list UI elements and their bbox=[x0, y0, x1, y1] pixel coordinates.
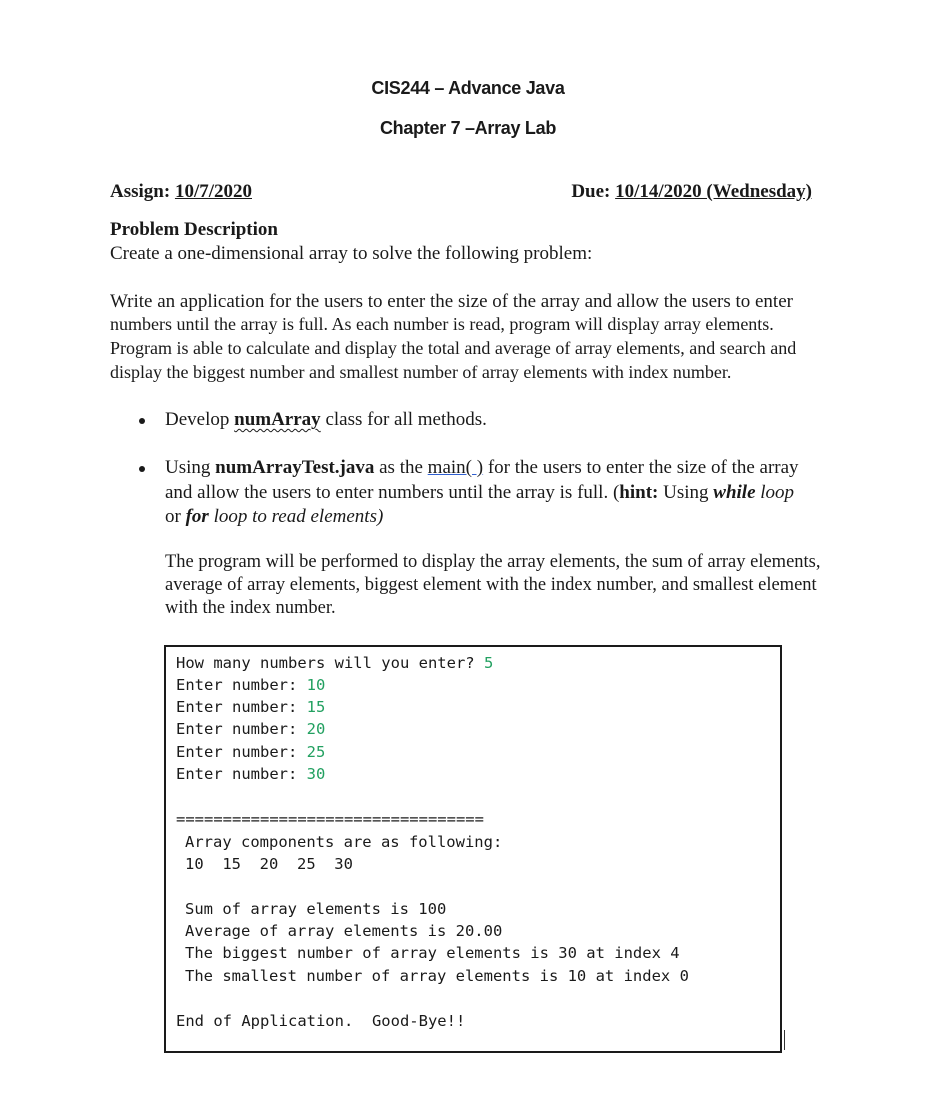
console-line-size-prompt bbox=[176, 654, 493, 672]
console-output-box bbox=[164, 645, 782, 1053]
problem-paragraph-line: numbers until the array is full. As each number is read, program will display array elements. bbox=[110, 314, 774, 334]
bullet-item-numarray bbox=[165, 408, 487, 431]
problem-paragraph-line: Program is able to calculate and display the total and average of array elements, and search and bbox=[110, 338, 797, 358]
console-input-value: 30 bbox=[306, 765, 326, 783]
bullet-text: loop bbox=[755, 482, 795, 503]
bullet-dot bbox=[139, 466, 145, 472]
console-smallest: The smallest number of array elements is 10 at index 0 bbox=[185, 967, 689, 985]
bullet-continuation bbox=[165, 505, 383, 528]
problem-heading: Problem Description bbox=[110, 219, 278, 240]
console-components-label: Array components are as following: bbox=[185, 833, 503, 851]
bullet-text: Using bbox=[165, 457, 216, 478]
console-text: Enter number: bbox=[176, 743, 307, 761]
performed-line: with the index number. bbox=[165, 598, 336, 618]
console-text: Enter number: bbox=[176, 698, 307, 716]
bullet-text: for the users to enter the size of the array bbox=[483, 457, 799, 478]
problem-paragraph-line: display the biggest number and smallest number of array elements with index number. bbox=[110, 362, 732, 382]
assign-date: 10/7/2020 bbox=[174, 181, 252, 202]
performed-line: The program will be performed to display the array elements, the sum of array elements, bbox=[165, 552, 821, 572]
console-biggest: The biggest number of array elements is 30 at index 4 bbox=[185, 944, 680, 962]
console-end: End of Application. Good-Bye!! bbox=[176, 1012, 466, 1030]
bullet-item-numarraytest bbox=[165, 456, 799, 479]
bullet-text: as the bbox=[374, 457, 428, 478]
for-keyword: for bbox=[185, 506, 209, 527]
class-name-numarray: numArray bbox=[234, 409, 321, 430]
console-input-value: 25 bbox=[306, 743, 326, 761]
console-text: Enter number: bbox=[176, 720, 307, 738]
console-line-enter bbox=[176, 698, 325, 716]
console-input-value: 5 bbox=[483, 654, 494, 672]
console-line-enter bbox=[176, 765, 325, 783]
performed-line: average of array elements, biggest element with the index number, and smallest element bbox=[165, 575, 817, 595]
console-components-values: 10 15 20 25 30 bbox=[185, 855, 353, 873]
console-input-value: 15 bbox=[306, 698, 326, 716]
problem-intro: Create a one-dimensional array to solve the following problem: bbox=[110, 243, 593, 264]
console-text: How many numbers will you enter? bbox=[176, 654, 484, 672]
console-line-enter bbox=[176, 743, 325, 761]
console-text: Enter number: bbox=[176, 676, 307, 694]
hint-label: hint: bbox=[619, 482, 659, 503]
due-label: Due: bbox=[571, 181, 611, 202]
due-line bbox=[571, 180, 812, 203]
course-title: CIS244 – Advance Java bbox=[371, 78, 565, 98]
main-method: main( ) bbox=[427, 457, 484, 478]
console-sum: Sum of array elements is 100 bbox=[185, 900, 447, 918]
bullet-text: and allow the users to enter numbers until the array is full. ( bbox=[165, 482, 620, 503]
console-line-enter bbox=[176, 720, 325, 738]
bullet-continuation bbox=[165, 481, 794, 504]
console-line-enter bbox=[176, 676, 325, 694]
console-text: Enter number: bbox=[176, 765, 307, 783]
due-date: 10/14/2020 (Wednesday) bbox=[615, 181, 812, 202]
bullet-text: Using bbox=[658, 482, 714, 503]
bullet-text: Develop bbox=[165, 409, 235, 430]
console-average: Average of array elements is 20.00 bbox=[185, 922, 503, 940]
text-cursor bbox=[784, 1030, 785, 1050]
assign-line bbox=[110, 180, 252, 203]
bullet-text: loop to read elements) bbox=[208, 506, 384, 527]
console-input-value: 20 bbox=[306, 720, 326, 738]
file-name: numArrayTest.java bbox=[215, 457, 375, 478]
assign-label: Assign: bbox=[110, 181, 171, 202]
while-keyword: while bbox=[713, 482, 756, 503]
bullet-text: class for all methods. bbox=[320, 409, 487, 430]
console-separator: ================================= bbox=[176, 810, 484, 828]
console-input-value: 10 bbox=[306, 676, 326, 694]
bullet-dot bbox=[139, 418, 145, 424]
problem-paragraph-line: Write an application for the users to enter the size of the array and allow the users to enter bbox=[110, 291, 793, 312]
bullet-text: or bbox=[165, 506, 186, 527]
chapter-title: Chapter 7 –Array Lab bbox=[379, 118, 557, 138]
